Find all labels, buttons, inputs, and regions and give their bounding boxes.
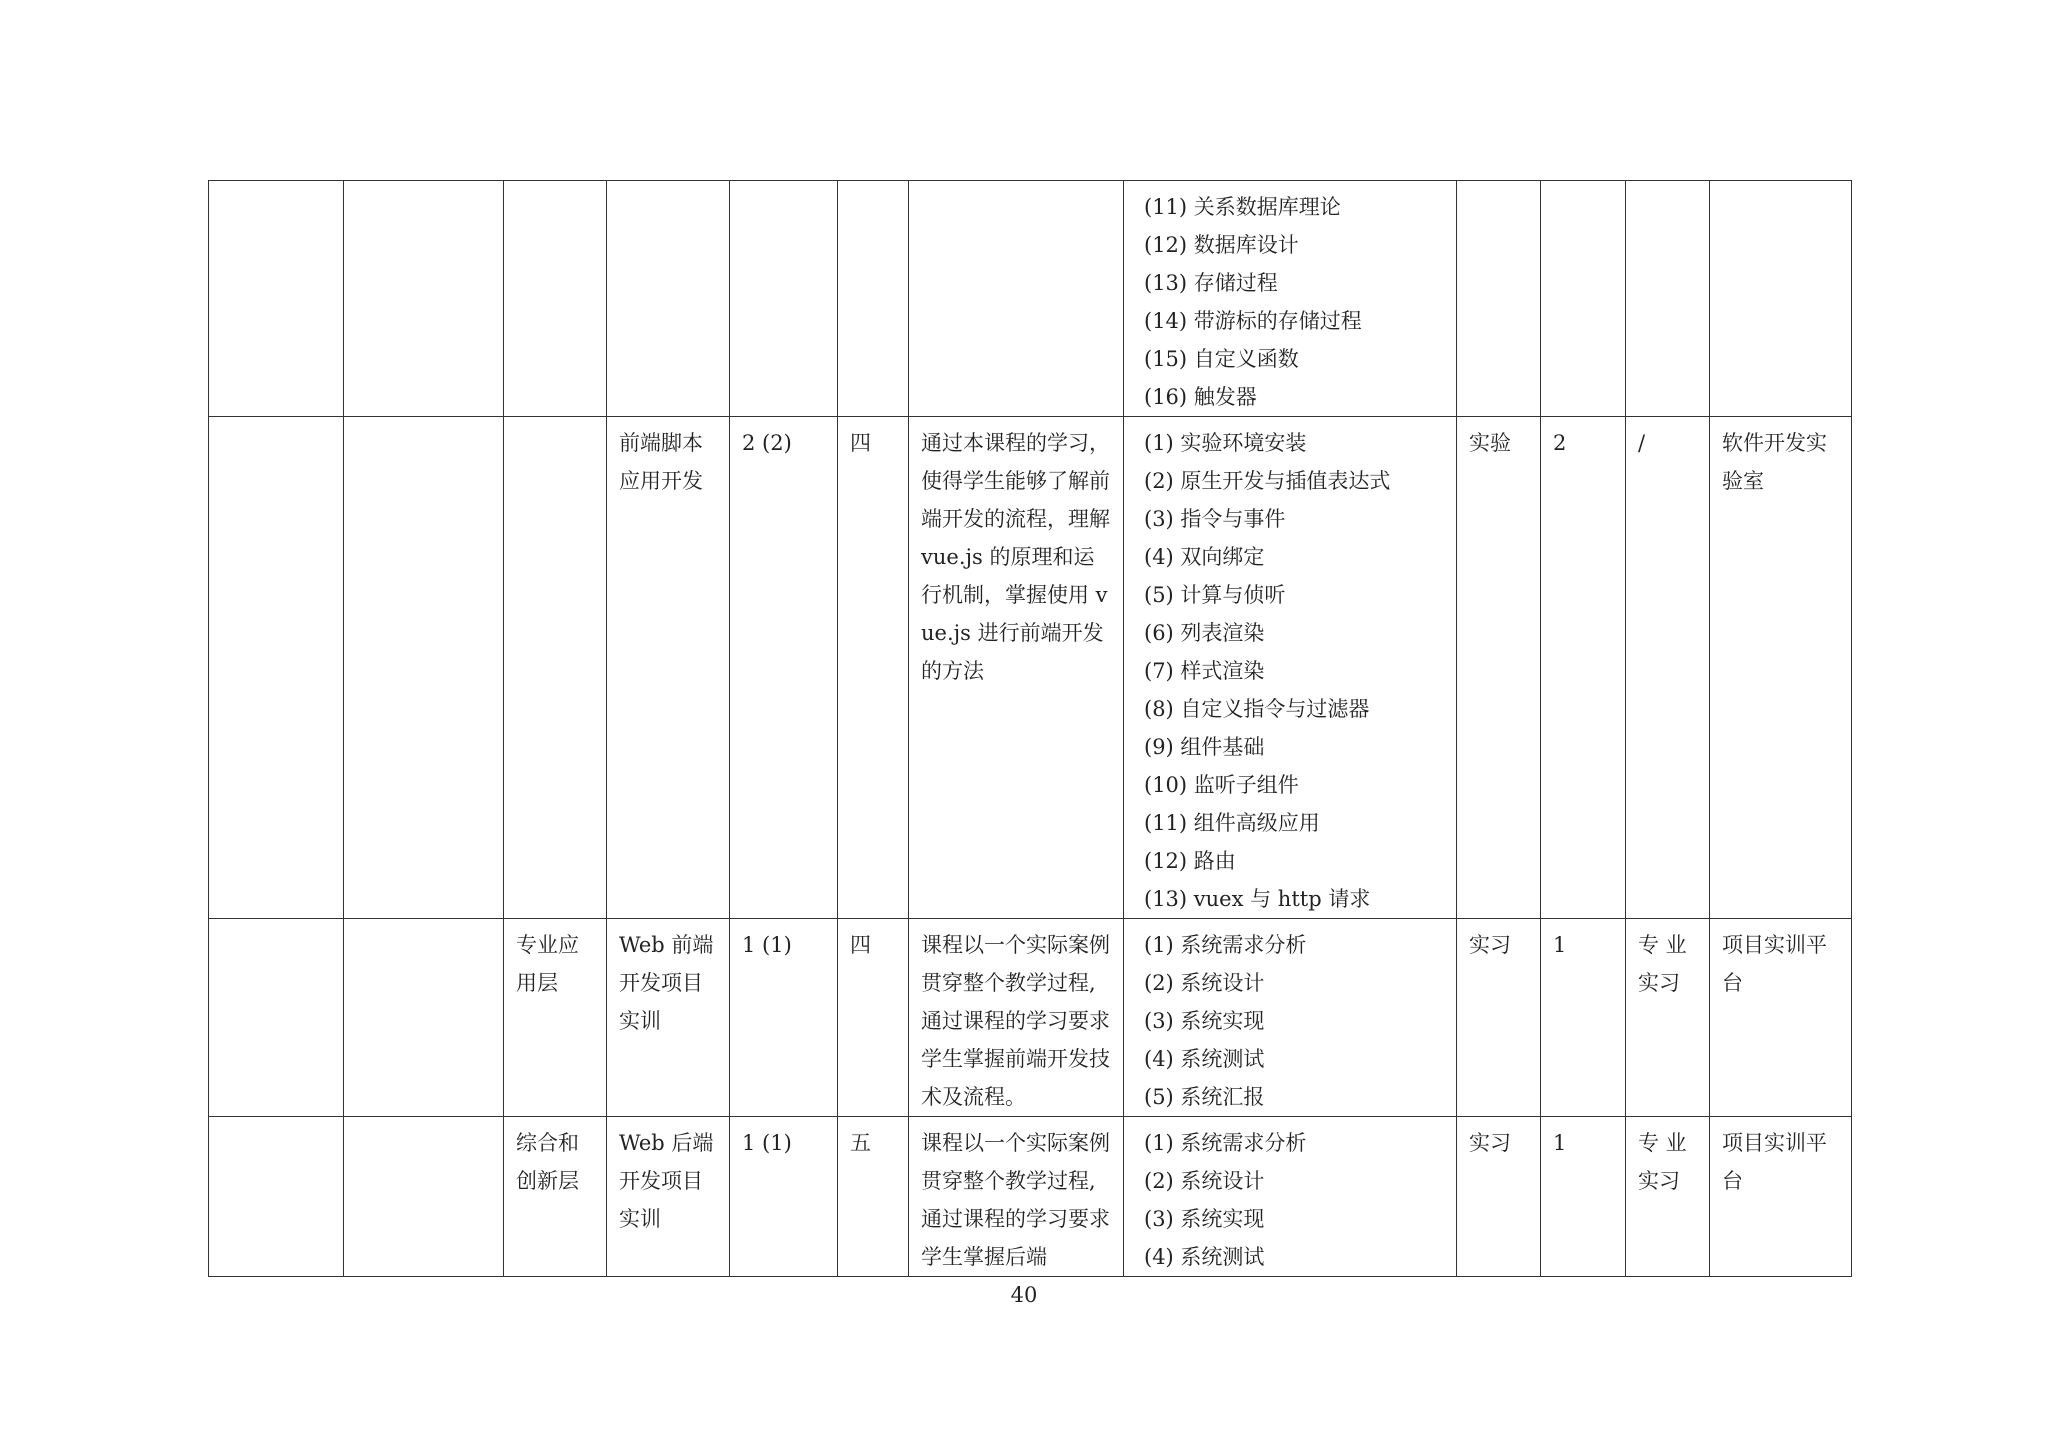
list-item: (12) 路由 — [1144, 849, 1236, 873]
cell-stage — [209, 417, 344, 919]
list-item: (11) 关系数据库理论 — [1144, 195, 1341, 219]
cell-location: 软件开发实验室 — [1710, 417, 1852, 919]
cell-credit: 1 (1) — [730, 919, 838, 1117]
list-item: (3) 系统实现 — [1144, 1207, 1265, 1231]
list-item: (2) 原生开发与插值表达式 — [1144, 469, 1391, 493]
cell-course: Web 前端开发项目实训 — [607, 919, 730, 1117]
cell-blank — [344, 919, 504, 1117]
cell-weeks: 1 — [1541, 919, 1626, 1117]
cell-practice: 专 业 实习 — [1626, 919, 1710, 1117]
cell-contents — [1124, 1117, 1457, 1277]
list-item: (13) vuex 与 http 请求 — [1144, 887, 1371, 911]
cell-practice: 专 业 实习 — [1626, 1117, 1710, 1277]
cell-course — [607, 181, 730, 417]
cell-course: 前端脚本应用开发 — [607, 417, 730, 919]
list-item: (10) 监听子组件 — [1144, 773, 1299, 797]
cell-type: 实习 — [1457, 1117, 1541, 1277]
table-row — [209, 181, 1852, 417]
cell-objective: 通过本课程的学习，使得学生能够了解前端开发的流程，理解 vue.js 的原理和运行机制，掌握使用 vue.js 进行前端开发的方法 — [909, 417, 1124, 919]
list-item: (14) 带游标的存储过程 — [1144, 309, 1362, 333]
cell-level — [504, 181, 607, 417]
list-item: (1) 实验环境安装 — [1144, 431, 1307, 455]
list-item: (3) 指令与事件 — [1144, 507, 1286, 531]
cell-stage — [209, 919, 344, 1117]
cell-type — [1457, 181, 1541, 417]
list-item: (9) 组件基础 — [1144, 735, 1265, 759]
cell-objective: 课程以一个实际案例贯穿整个教学过程,通过课程的学习要求学生掌握后端 — [909, 1117, 1124, 1277]
list-item: (3) 系统实现 — [1144, 1009, 1265, 1033]
cell-contents — [1124, 417, 1457, 919]
content-list — [1144, 1124, 1444, 1276]
cell-practice — [1626, 181, 1710, 417]
list-item: (15) 自定义函数 — [1144, 347, 1299, 371]
table-row — [209, 919, 1852, 1117]
list-item: (7) 样式渲染 — [1144, 659, 1265, 683]
cell-level: 专业应用层 — [504, 919, 607, 1117]
cell-semester — [838, 181, 909, 417]
list-item: (4) 系统测试 — [1144, 1047, 1265, 1071]
cell-weeks: 2 — [1541, 417, 1626, 919]
cell-type: 实习 — [1457, 919, 1541, 1117]
cell-credit: 1 (1) — [730, 1117, 838, 1277]
list-item: (13) 存储过程 — [1144, 271, 1278, 295]
cell-level — [504, 417, 607, 919]
list-item: (8) 自定义指令与过滤器 — [1144, 697, 1370, 721]
cell-credit — [730, 181, 838, 417]
list-item: (12) 数据库设计 — [1144, 233, 1299, 257]
cell-semester: 五 — [838, 1117, 909, 1277]
table-row — [209, 417, 1852, 919]
cell-blank — [344, 181, 504, 417]
list-item: (2) 系统设计 — [1144, 1169, 1265, 1193]
list-item: (16) 触发器 — [1144, 385, 1257, 409]
cell-objective — [909, 181, 1124, 417]
list-item: (11) 组件高级应用 — [1144, 811, 1320, 835]
cell-practice: / — [1626, 417, 1710, 919]
cell-stage — [209, 1117, 344, 1277]
cell-contents — [1124, 181, 1457, 417]
cell-semester: 四 — [838, 919, 909, 1117]
list-item: (4) 系统测试 — [1144, 1245, 1265, 1269]
cell-blank — [344, 417, 504, 919]
cell-weeks — [1541, 181, 1626, 417]
cell-type: 实验 — [1457, 417, 1541, 919]
curriculum-table — [208, 180, 1852, 1277]
cell-level: 综合和创新层 — [504, 1117, 607, 1277]
content-list — [1144, 424, 1444, 918]
list-item: (6) 列表渲染 — [1144, 621, 1265, 645]
cell-location: 项目实训平台 — [1710, 1117, 1852, 1277]
cell-weeks: 1 — [1541, 1117, 1626, 1277]
cell-blank — [344, 1117, 504, 1277]
content-list — [1144, 188, 1444, 416]
page-number: 40 — [1010, 1283, 1038, 1307]
cell-credit: 2 (2) — [730, 417, 838, 919]
cell-location — [1710, 181, 1852, 417]
list-item: (1) 系统需求分析 — [1144, 933, 1307, 957]
list-item: (5) 系统汇报 — [1144, 1085, 1265, 1109]
cell-contents — [1124, 919, 1457, 1117]
cell-objective: 课程以一个实际案例贯穿整个教学过程,通过课程的学习要求学生掌握前端开发技术及流程。 — [909, 919, 1124, 1117]
cell-course: Web 后端开发项目实训 — [607, 1117, 730, 1277]
content-list — [1144, 926, 1444, 1116]
list-item: (2) 系统设计 — [1144, 971, 1265, 995]
list-item: (4) 双向绑定 — [1144, 545, 1265, 569]
list-item: (1) 系统需求分析 — [1144, 1131, 1307, 1155]
cell-semester: 四 — [838, 417, 909, 919]
cell-location: 项目实训平台 — [1710, 919, 1852, 1117]
table-row — [209, 1117, 1852, 1277]
cell-stage — [209, 181, 344, 417]
list-item: (5) 计算与侦听 — [1144, 583, 1286, 607]
